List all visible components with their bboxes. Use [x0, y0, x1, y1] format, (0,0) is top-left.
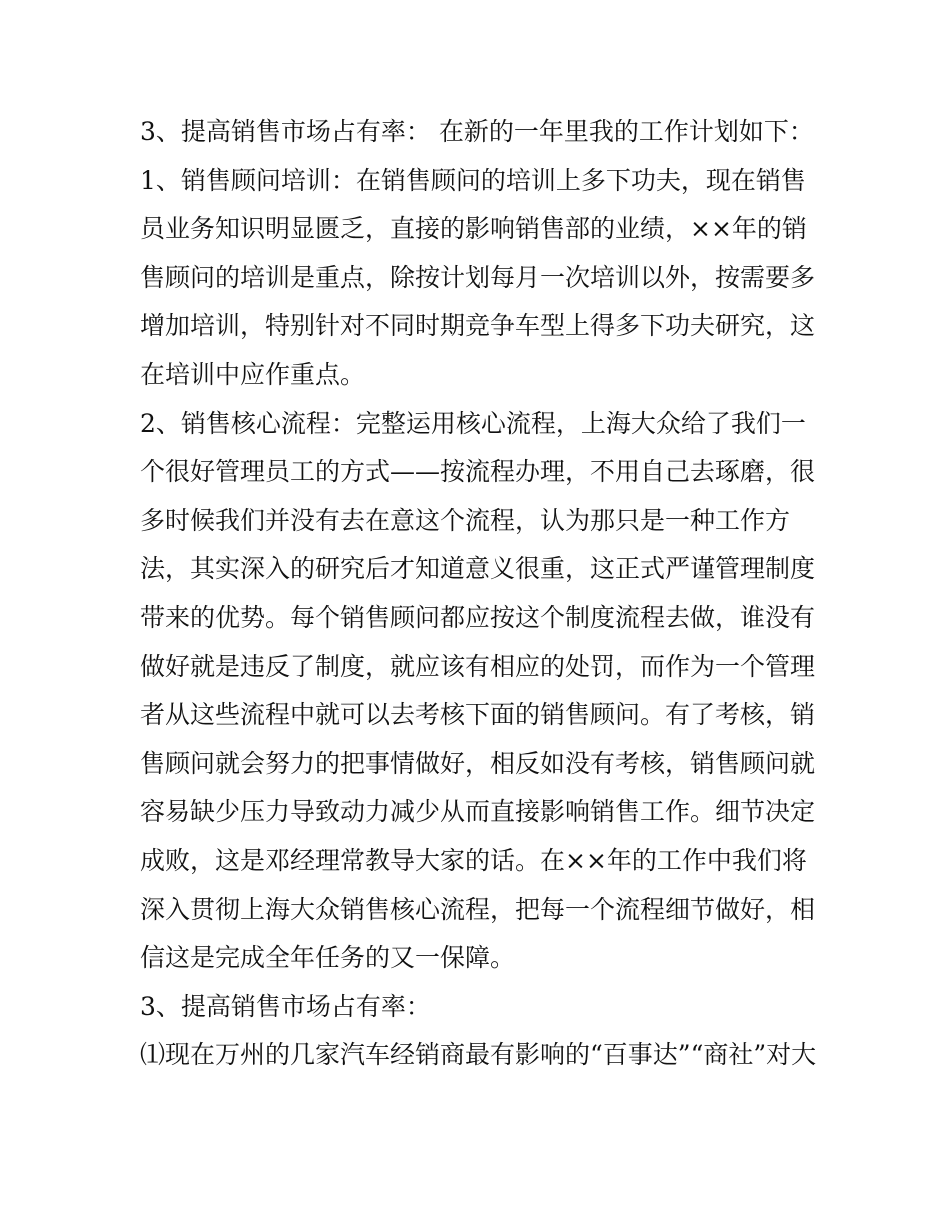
text-line: 1、销售顾问培训：在销售顾问的培训上多下功夫，现在销售 [140, 165, 806, 195]
text-line: 在培训中应作重点。 [140, 359, 366, 389]
text-line: 信这是完成全年任务的又一保障。 [140, 943, 516, 973]
text-line: 售顾问就会努力的把事情做好，相反如没有考核，销售顾问就 [140, 748, 816, 778]
text-line: 做好就是违反了制度，就应该有相应的处罚，而作为一个管理 [140, 651, 816, 681]
text-line: 带来的优势。每个销售顾问都应按这个制度流程去做，谁没有 [140, 602, 816, 632]
text-line: 3、提高销售市场占有率： [140, 991, 431, 1021]
body-text [140, 108, 820, 1080]
text-line: ⑴现在万州的几家汽车经销商最有影响的“百事达”“商社”对大 [140, 1040, 817, 1070]
text-line: 2、销售核心流程：完整运用核心流程，上海大众给了我们一 [140, 408, 806, 438]
text-line: 者从这些流程中就可以去考核下面的销售顾问。有了考核，销 [140, 700, 816, 730]
text-line: 员业务知识明显匮乏，直接的影响销售部的业绩，××年的销 [140, 214, 807, 244]
text-line: 多时候我们并没有去在意这个流程，认为那只是一种工作方 [140, 505, 791, 535]
text-line: 售顾问的培训是重点，除按计划每月一次培训以外，按需要多 [140, 262, 816, 292]
text-line: 增加培训，特别针对不同时期竞争车型上得多下功夫研究，这 [140, 311, 816, 341]
text-line: 法，其实深入的研究后才知道意义很重，这正式严谨管理制度 [140, 554, 816, 584]
text-line: 深入贯彻上海大众销售核心流程，把每一个流程细节做好，相 [140, 894, 816, 924]
text-line: 3、提高销售市场占有率： 在新的一年里我的工作计划如下： [140, 117, 814, 146]
text-line: 成败，这是邓经理常教导大家的话。在××年的工作中我们将 [140, 845, 807, 875]
text-line: 容易缺少压力导致动力减少从而直接影响销售工作。细节决定 [140, 797, 816, 827]
text-line: 个很好管理员工的方式——按流程办理，不用自己去琢磨，很 [140, 457, 816, 487]
